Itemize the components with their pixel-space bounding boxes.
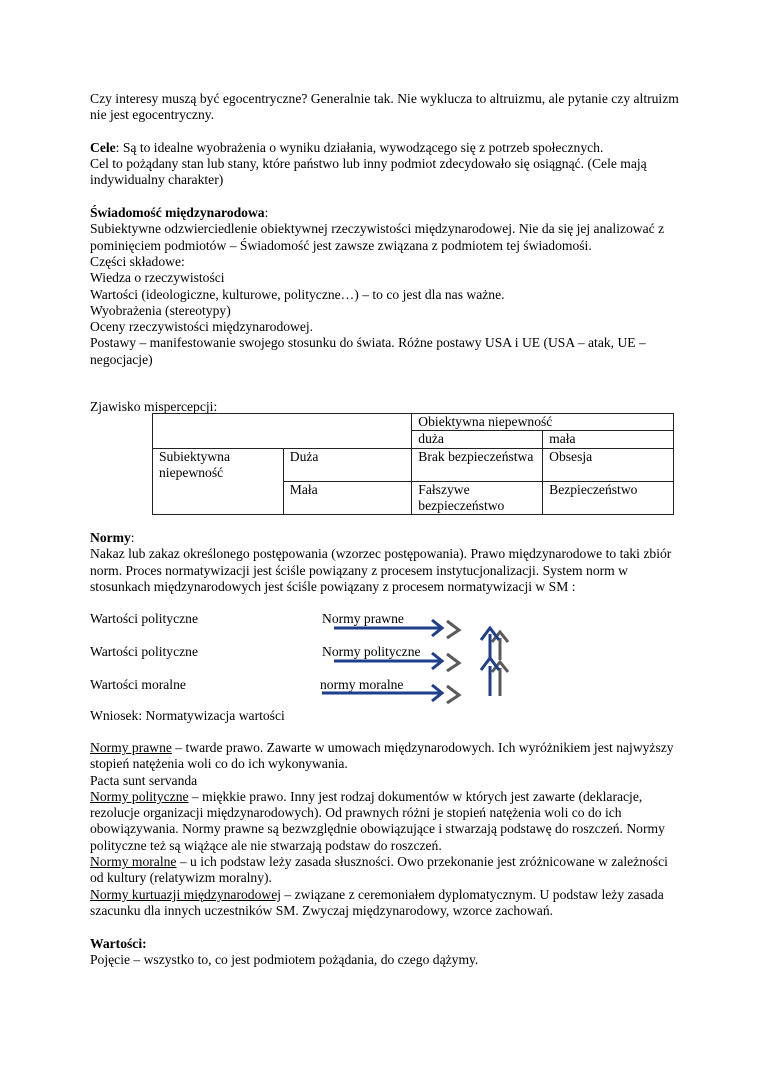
normy-section (90, 530, 680, 595)
table-row-group: Subiektywna niepewność (153, 448, 284, 515)
parts-label: Części składowe: (90, 253, 185, 269)
up-arrow-icon (481, 628, 499, 696)
table-row-label: Mała (283, 481, 412, 515)
diagram-norm-label: Normy prawne (322, 611, 404, 626)
table-row (153, 448, 674, 481)
mispercepcja-table (152, 413, 674, 515)
norm-type-item: Pacta sunt servanda (90, 772, 198, 788)
swiadomosc-heading-line: Świadomość międzynarodowa: (90, 205, 269, 221)
part-item: Wartości (ideologiczne, kulturowe, polityczne…) – to co jest dla nas ważne. (90, 286, 505, 302)
right-arrow-icon (322, 685, 459, 703)
right-arrow-icon (334, 653, 459, 671)
swiadomosc-definition: Subiektywne odzwierciedlenie obiektywnej rzeczywistości międzynarodowej. Nie da się jej analizować z pominięciem podmiotów – Świadomość jest zawsze związana z podmiotem tej świadomośi. (90, 221, 665, 253)
norm-type-item: Normy kurtuazji międzynarodowej – związane z ceremoniałem dyplomatycznym. U podstaw leży zasada szacunku dla innych uczestników SM. Zwyczaj międzynarodowy, wzorce zachowań. (90, 886, 664, 918)
document-body (90, 91, 680, 368)
arrows-graphic (90, 608, 590, 708)
table-cell: Bezpieczeństwo (543, 481, 674, 515)
right-arrow-icon (334, 620, 459, 638)
norms-diagram (90, 608, 590, 708)
diagram-value-label: Wartości moralne (90, 677, 186, 692)
norm-type-item: Normy prawne – twarde prawo. Zawarte w umowach międzynarodowych. Ich wyróżnikiem jest najwyższy stopień natężenia woli co do ich wykonywania. (90, 740, 674, 772)
table-row (153, 414, 674, 431)
table-header-cell: duża (412, 431, 543, 448)
normy-heading: Normy (90, 530, 131, 545)
part-item: Wiedza o rzeczywistości (90, 270, 225, 286)
part-item: Postawy – manifestowanie swojego stosunku do świata. Różne postawy USA i UE (USA – atak, UE – negocjacje) (90, 335, 646, 367)
part-item: Oceny rzeczywistości międzynarodowej. (90, 319, 314, 335)
cele-definition: Cel to pożądany stan lub stany, które państwo lub inny podmiot zdecydowało się osiągnąć. (Cele mają indywidualny charakter) (90, 156, 647, 188)
diagram-value-label: Wartości polityczne (90, 644, 198, 659)
norm-type-term: Normy polityczne (90, 788, 189, 804)
norm-type-term: Normy moralne (90, 854, 177, 870)
norm-type-term: Normy prawne (90, 740, 172, 755)
diagram-norm-label: normy moralne (320, 677, 404, 692)
norm-type-term: Normy kurtuazji międzynarodowej (90, 886, 282, 902)
table-corner-cell (153, 414, 412, 449)
wartosci-definition: Pojęcie – wszystko to, co jest podmiotem pożądania, do czego dążymy. (90, 951, 479, 967)
normy-heading-line: Normy: (90, 530, 135, 545)
normy-definition: Nakaz lub zakaz określonego postępowania (wzorzec postępowania). Prawo międzynarodowe to taki zbiór norm. Proces normatywizacji jest ściśle powiązany z procesem instytucjonalizacji. System norm w stosunkach międzynarodowych jest ściśle powiązany z procesem normatywizacji w SM : (90, 546, 672, 594)
norm-type-item: Normy polityczne – miękkie prawo. Inny jest rodzaj dokumentów w których jest zawarte (deklaracje, rezolucje organizacji międzynarodowych). Od prawnych różni je stopień natężenia woli co do ich obowiązywania. Normy prawne są bezwzględnie obowiązujące i stwarzają podstawę do roszczeń. Normy polityczne też są wiążące ale nie stwarzają podstaw do roszczeń. (90, 788, 665, 853)
table-header-cell: mała (543, 431, 674, 448)
norm-types-section (90, 740, 680, 968)
table-cell: Fałszywe bezpieczeństwo (412, 481, 543, 515)
mispercepcja-label: Zjawisko mispercepcji: (90, 399, 218, 414)
table-cell: Brak bezpieczeństwa (412, 448, 543, 481)
diagram-value-label: Wartości polityczne (90, 611, 198, 626)
diagram-norm-label: Normy polityczne (322, 644, 421, 659)
part-item: Wyobrażenia (stereotypy) (90, 302, 231, 318)
diagram-conclusion: Wniosek: Normatywizacja wartości (90, 708, 285, 723)
table-cell: Obsesja (543, 448, 674, 481)
wartosci-heading: Wartości: (90, 935, 147, 951)
table-row-label: Duża (283, 448, 412, 481)
table-header-group: Obiektywna niepewność (412, 414, 674, 431)
norm-type-item: Normy moralne – u ich podstaw leży zasada słuszności. Owo przekonanie jest zróżnicowane w zależności od kultury (relatywizm moralny). (90, 854, 668, 886)
cele-heading: Cele (90, 139, 116, 155)
intro-paragraph: Czy interesy muszą być egocentryczne? Generalnie tak. Nie wyklucza to altruizmu, ale pytanie czy altruizm nie jest egocentryczny. (90, 91, 679, 123)
cele-paragraph: Cele: Są to idealne wyobrażenia o wyniku działania, wywodzącego się z potrzeb społecznych. (90, 139, 604, 155)
swiadomosc-heading: Świadomość międzynarodowa (90, 205, 265, 221)
